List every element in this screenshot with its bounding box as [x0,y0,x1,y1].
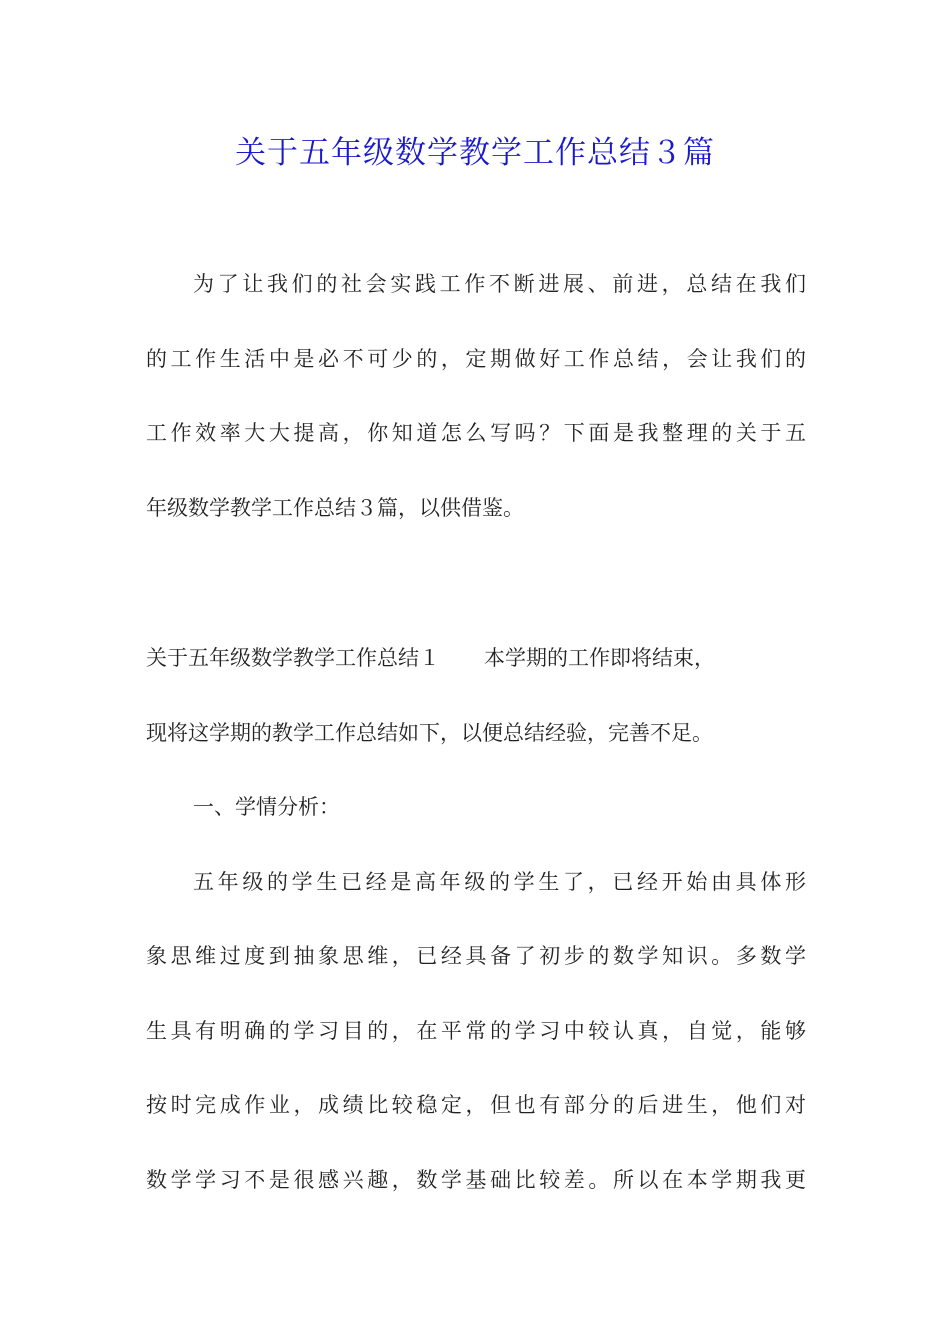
intro-line-2: 的工作生活中是必不可少的，定期做好工作总结，会让我们的 [146,347,806,371]
intro-line-4: 年级数学教学工作总结３篇，以供借鉴。 [146,496,524,520]
intro-line-1: 为了让我们的社会实践工作不断进展、前进，总结在我们 [193,272,806,296]
section-1-paragraph-line-1: 五年级的学生已经是高年级的学生了，已经开始由具体形 [193,870,806,894]
section-1-paragraph-line-2: 象思维过度到抽象思维，已经具备了初步的数学知识。多数学 [146,944,806,968]
section-1-heading-follow: 本学期的工作即将结束， [484,646,715,670]
document-title: 关于五年级数学教学工作总结３篇 [235,135,715,171]
section-1-paragraph-line-5: 数学学习不是很感兴趣，数学基础比较差。所以在本学期我更 [146,1168,806,1192]
section-1-paragraph-line-3: 生具有明确的学习目的，在平常的学习中较认真，自觉，能够 [146,1019,806,1043]
section-1-paragraph-line-4: 按时完成作业，成绩比较稳定，但也有部分的后进生，他们对 [146,1093,806,1117]
section-1-sub-heading: 一、学情分析： [193,795,340,819]
section-1-heading: 关于五年级数学教学工作总结１ [146,646,440,670]
intro-line-3: 工作效率大大提高，你知道怎么写吗？下面是我整理的关于五 [146,421,806,445]
section-1-heading-line [146,640,806,676]
section-1-line-2: 现将这学期的教学工作总结如下，以便总结经验，完善不足。 [146,721,713,745]
